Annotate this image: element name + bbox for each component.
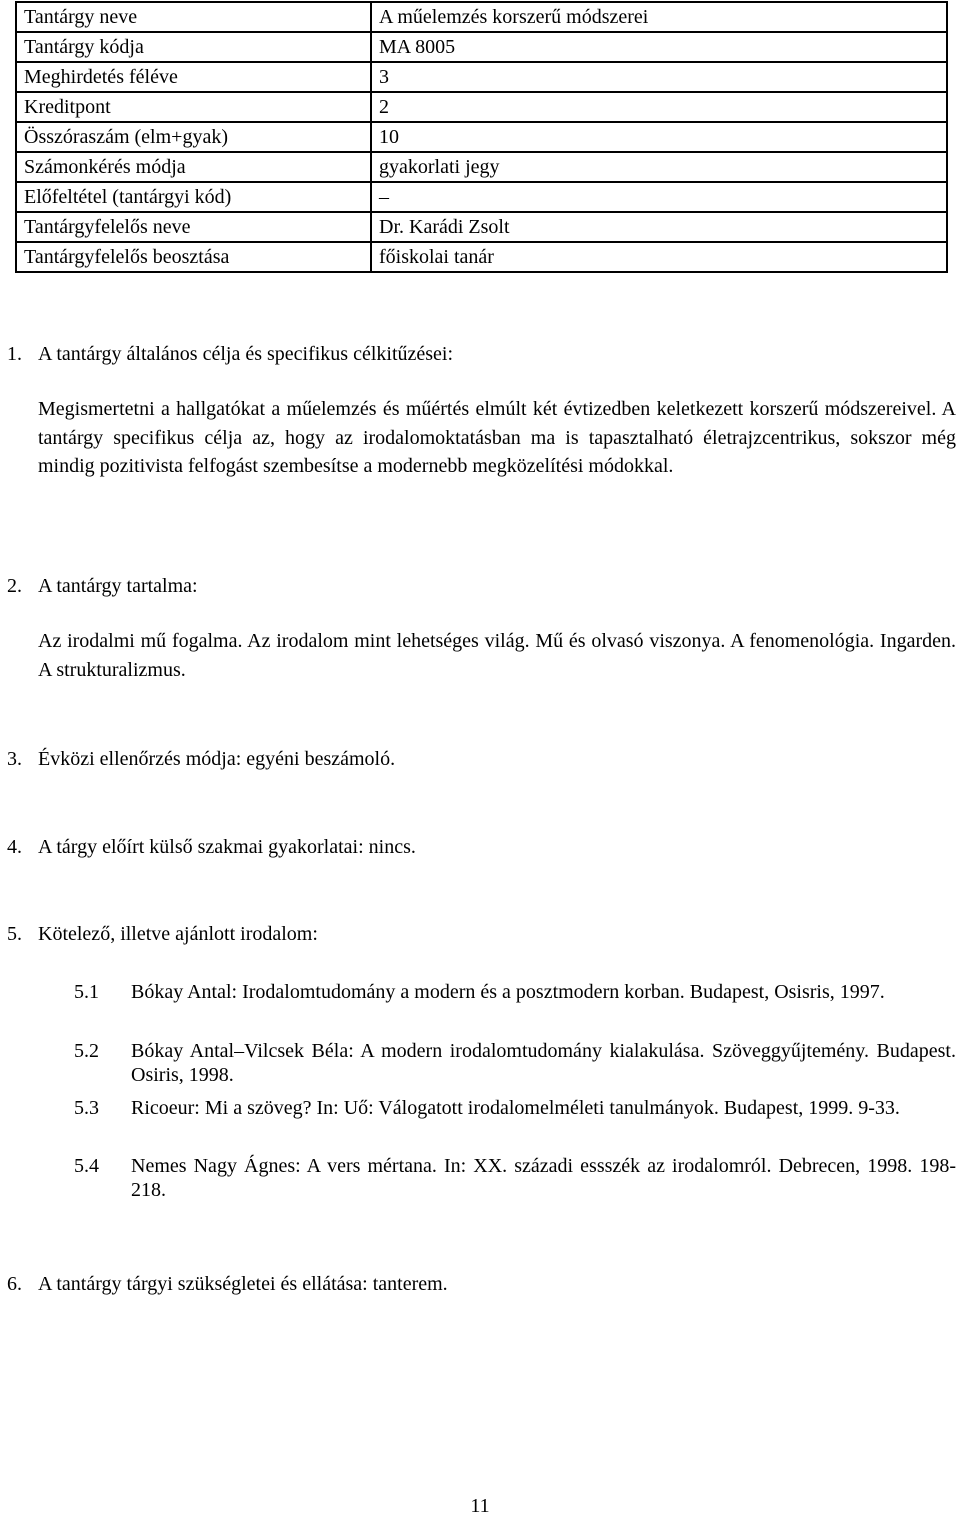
section-body-content: Az irodalmi mű fogalma. Az irodalom mint lehetséges világ. Mű és olvasó viszonya. A fenomenológia. Ingarden. A strukturalizmus. bbox=[38, 630, 956, 681]
row-label: Összóraszám (elm+gyak) bbox=[16, 122, 371, 152]
row-label: Tantárgy neve bbox=[16, 2, 371, 32]
section-title: A tárgy előírt külső szakmai gyakorlatai: nincs. bbox=[38, 836, 416, 858]
reference-number: 5.2 bbox=[74, 1040, 99, 1062]
table-row bbox=[16, 242, 947, 272]
row-label: Előfeltétel (tantárgyi kód) bbox=[16, 182, 371, 212]
table-row bbox=[16, 212, 947, 242]
row-label: Számonkérés módja bbox=[16, 152, 371, 182]
section-number: 5. bbox=[7, 923, 22, 945]
row-label: Kreditpont bbox=[16, 92, 371, 122]
course-info-table bbox=[15, 1, 948, 273]
section-number: 2. bbox=[7, 575, 22, 597]
section-number: 6. bbox=[7, 1273, 22, 1295]
row-label: Tantárgyfelelős neve bbox=[16, 212, 371, 242]
row-value: főiskolai tanár bbox=[371, 242, 947, 272]
row-label: Tantárgyfelelős beosztása bbox=[16, 242, 371, 272]
row-label: Meghirdetés féléve bbox=[16, 62, 371, 92]
section-title: A tantárgy tartalma: bbox=[38, 575, 198, 597]
table-row bbox=[16, 122, 947, 152]
reference-text: Bókay Antal–Vilcsek Béla: A modern irodalomtudomány kialakulása. Szöveggyűjtemény. Budapest. Osiris, 1998. bbox=[131, 1040, 956, 1086]
section-number: 1. bbox=[7, 343, 22, 365]
row-label: Tantárgy kódja bbox=[16, 32, 371, 62]
table-row bbox=[16, 92, 947, 122]
table-row bbox=[16, 182, 947, 212]
section-number: 4. bbox=[7, 836, 22, 858]
table-row bbox=[16, 62, 947, 92]
reference-number: 5.1 bbox=[74, 981, 99, 1003]
table-row bbox=[16, 2, 947, 32]
table-row bbox=[16, 152, 947, 182]
table-row bbox=[16, 32, 947, 62]
section-title: Évközi ellenőrzés módja: egyéni beszámoló. bbox=[38, 748, 396, 770]
section-title: A tantárgy általános célja és specifikus célkitűzései: bbox=[38, 343, 454, 365]
section-number: 3. bbox=[7, 748, 22, 770]
reference-text: Nemes Nagy Ágnes: A vers mértana. In: XX. századi essszék az irodalomról. Debrecen, 1998. 198-218. bbox=[131, 1155, 956, 1201]
row-value: 3 bbox=[371, 62, 947, 92]
reference-number: 5.3 bbox=[74, 1097, 99, 1119]
section-title: Kötelező, illetve ajánlott irodalom: bbox=[38, 923, 318, 945]
section-title: A tantárgy tárgyi szükségletei és ellátása: tanterem. bbox=[38, 1273, 448, 1295]
row-value: gyakorlati jegy bbox=[371, 152, 947, 182]
row-value: – bbox=[371, 182, 947, 212]
reference-text: Ricoeur: Mi a szöveg? In: Uő: Válogatott irodalomelméleti tanulmányok. Budapest, 1999. 9-33. bbox=[131, 1097, 900, 1119]
row-value: MA 8005 bbox=[371, 32, 947, 62]
page-number: 11 bbox=[470, 1495, 490, 1517]
reference-text: Bókay Antal: Irodalomtudomány a modern és a posztmodern korban. Budapest, Osisris, 1997. bbox=[131, 981, 885, 1003]
row-value: 10 bbox=[371, 122, 947, 152]
reference-number: 5.4 bbox=[74, 1155, 99, 1177]
row-value: A műelemzés korszerű módszerei bbox=[371, 2, 947, 32]
row-value: Dr. Karádi Zsolt bbox=[371, 212, 947, 242]
section-body-goals: Megismertetni a hallgatókat a műelemzés és műértés elmúlt két évtizedben keletkezett korszerű módszereivel. A tantárgy specifikus célja az, hogy az irodalomoktatásban ma is tapasztalható életrajzcentrikus, sokszor még mindig pozitivista felfogást szembesítse a modernebb megközelítési módokkal. bbox=[38, 398, 956, 477]
row-value: 2 bbox=[371, 92, 947, 122]
